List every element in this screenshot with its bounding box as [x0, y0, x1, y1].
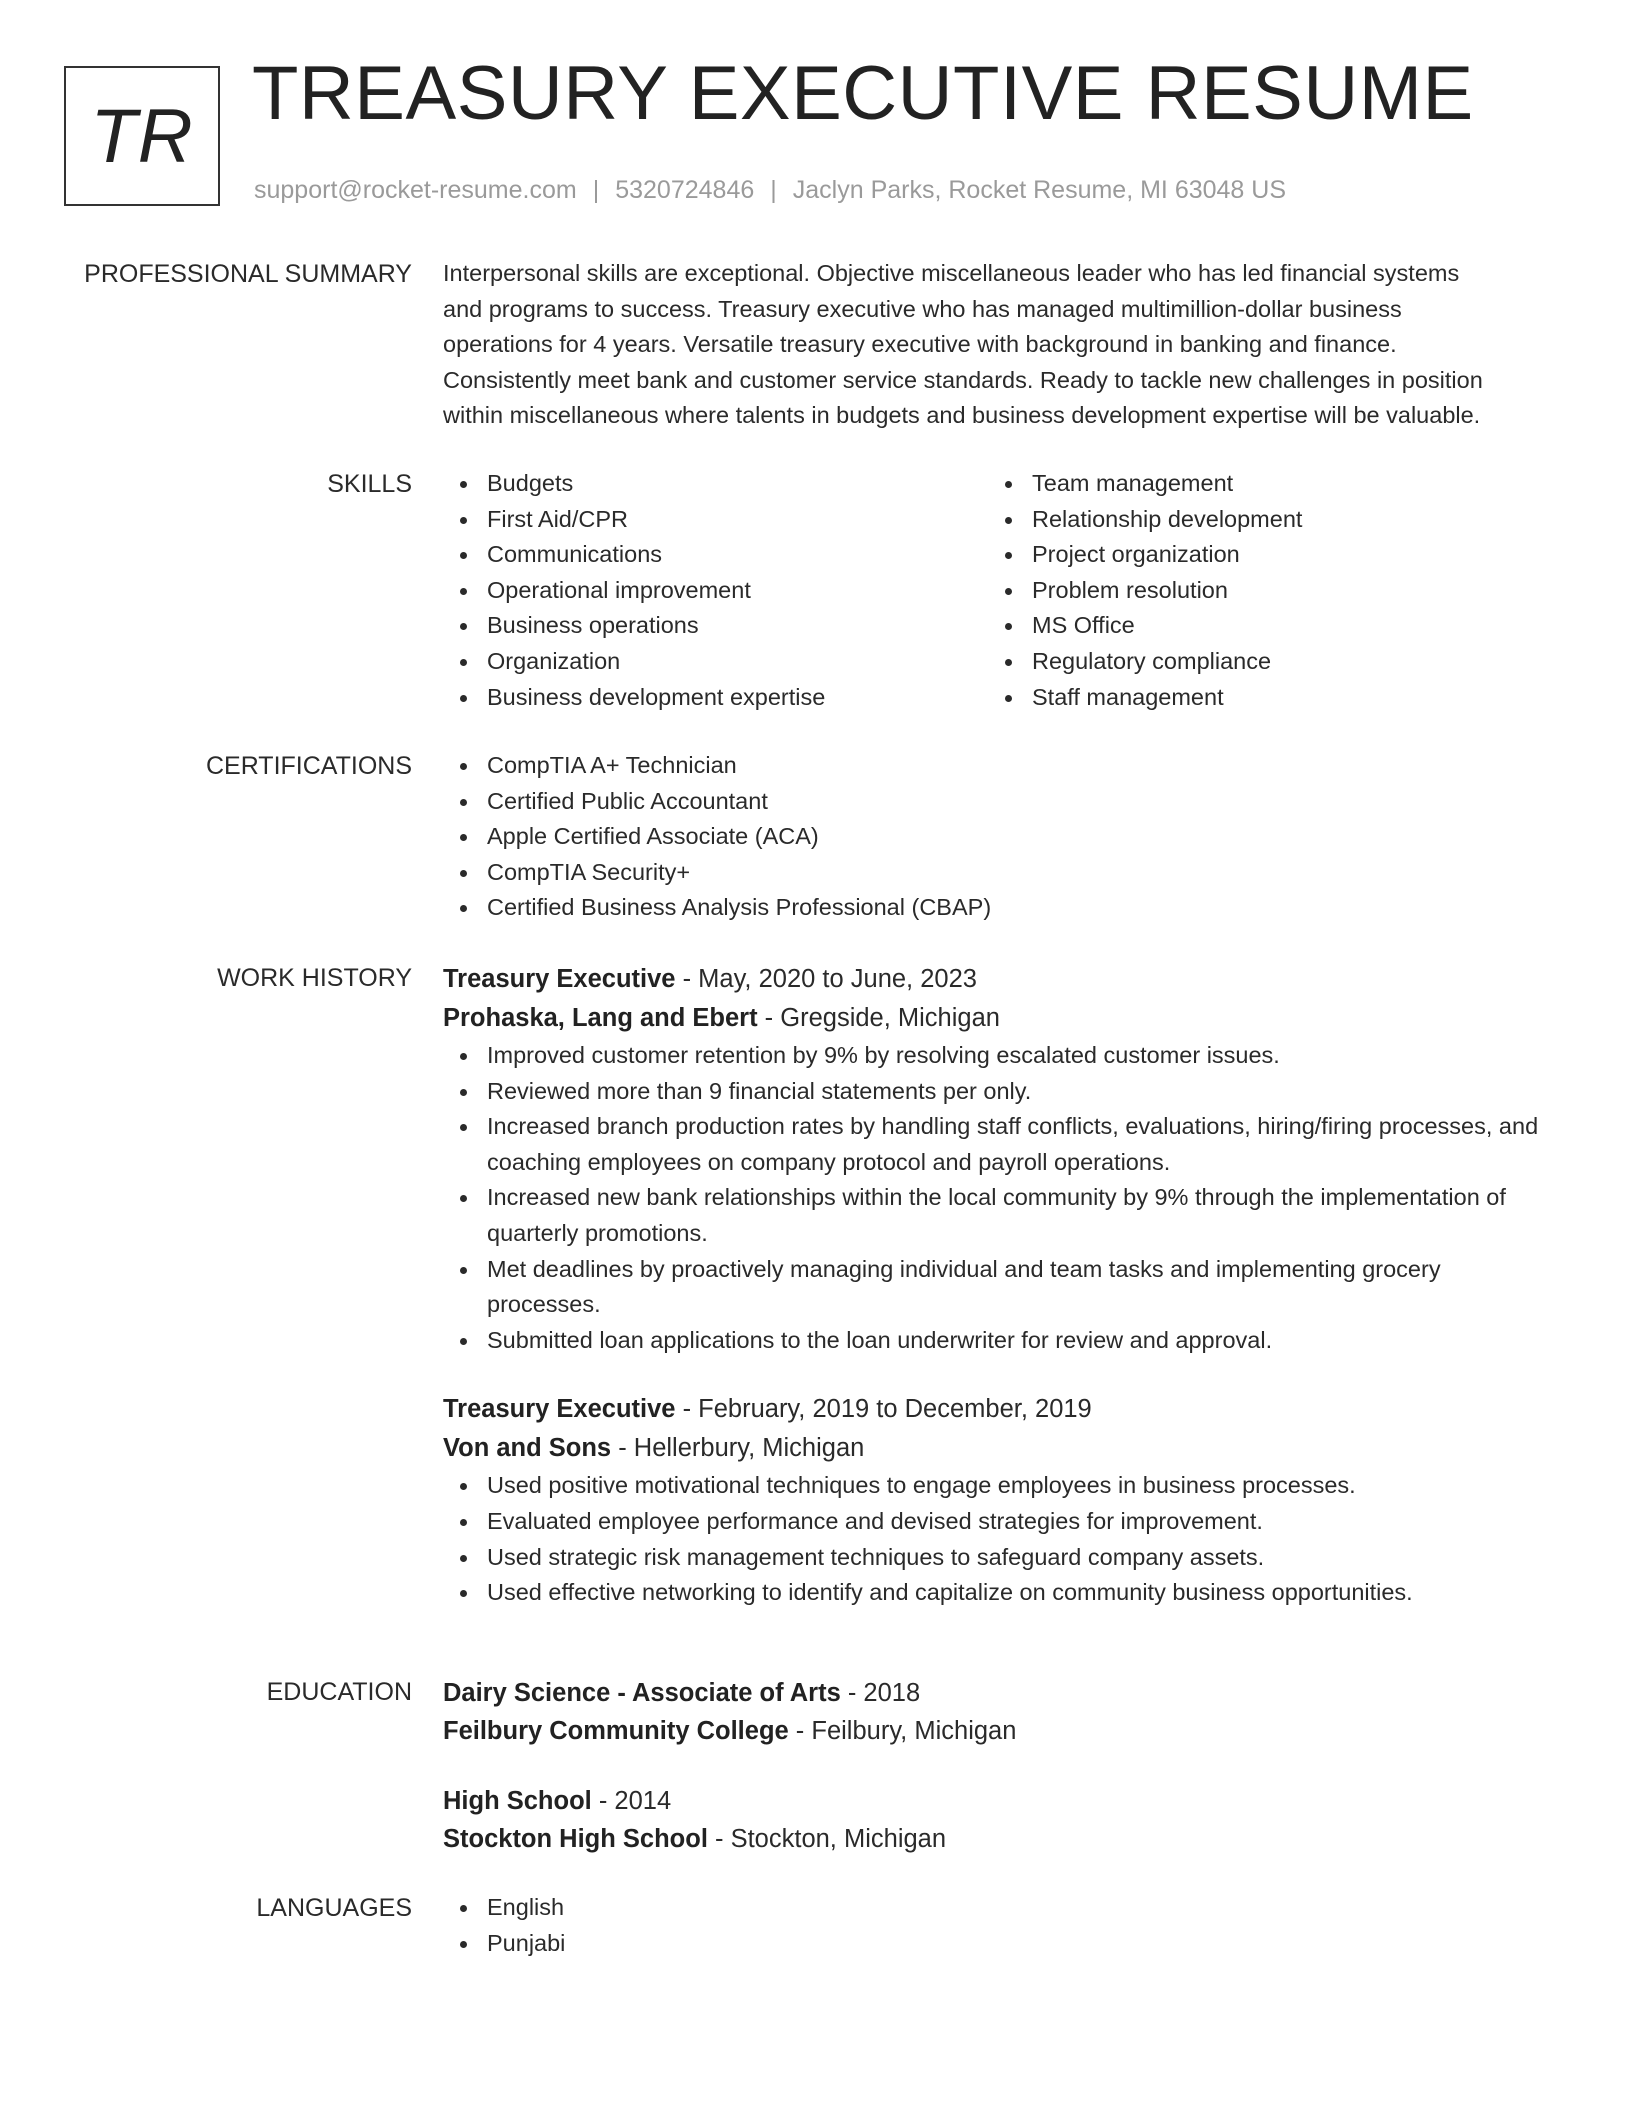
summary-line: Consistently meet bank and customer service standards. Ready to tackle new challenges in position [443, 366, 1483, 393]
job-bullet: Reviewed more than 9 financial statements per only. [443, 1074, 1553, 1110]
job-location: - Hellerbury, Michigan [611, 1434, 865, 1463]
education-location: - Stockton, Michigan [707, 1825, 947, 1853]
job-bullet: Used effective networking to identify and capitalize on community business opportunities. [443, 1575, 1553, 1611]
job-location: - Gregside, Michigan [757, 1004, 1000, 1032]
job-company: Von and Sons [443, 1434, 612, 1463]
contact-line [254, 176, 1286, 205]
summary-line: and programs to success. Treasury executive who has managed multimillion-dollar business [443, 295, 1402, 322]
summary-text [443, 256, 1553, 434]
skill-item: Business development expertise [443, 680, 988, 716]
skill-item: Operational improvement [443, 573, 988, 609]
education-entry [443, 1782, 1553, 1858]
job-bullet: Met deadlines by proactively managing individual and team tasks and implementing grocery processes. [443, 1252, 1553, 1323]
language-item: English [443, 1890, 1553, 1926]
certification-item: CompTIA Security+ [443, 855, 1553, 891]
resume-title: TREASURY EXECUTIVE RESUME [252, 51, 1474, 136]
job-bullet: Increased new bank relationships within the local community by 9% through the implementation of quarterly promotions. [443, 1180, 1553, 1251]
job-title: Treasury Executive [443, 1395, 676, 1424]
skills-columns [443, 466, 1553, 715]
education-body [443, 1674, 1553, 1858]
languages-list [443, 1890, 1553, 1961]
job-bullet: Evaluated employee performance and devised strategies for improvement. [443, 1504, 1553, 1540]
certifications-list [443, 748, 1553, 926]
job-company-line [443, 999, 1553, 1038]
monogram-text: TR [90, 93, 194, 179]
job-bullets [443, 1038, 1553, 1358]
education-degree-line [443, 1674, 1553, 1712]
skill-item: Staff management [988, 680, 1533, 716]
summary-line: operations for 4 years. Versatile treasury executive with background in banking and finance. [443, 331, 1397, 358]
skill-item: First Aid/CPR [443, 502, 988, 538]
certification-item: Certified Business Analysis Professional (CBAP) [443, 890, 1553, 926]
contact-address: Jaclyn Parks, Rocket Resume, MI 63048 US [792, 176, 1287, 204]
contact-email: support@rocket-resume.com [254, 176, 577, 204]
skill-item: Relationship development [988, 502, 1533, 538]
education-degree: Dairy Science - Associate of Arts [443, 1679, 841, 1707]
job-company: Prohaska, Lang and Ebert [443, 1004, 758, 1032]
education-school-line [443, 1820, 1553, 1858]
job-bullet: Submitted loan applications to the loan underwriter for review and approval. [443, 1323, 1553, 1359]
job-bullet: Increased branch production rates by handling staff conflicts, evaluations, hiring/firing processes, and coaching employees on company protocol and payroll operations. [443, 1109, 1553, 1180]
skill-item: Communications [443, 537, 988, 573]
languages-body [443, 1890, 1553, 1961]
education-year: - 2018 [840, 1679, 921, 1707]
job-bullet: Improved customer retention by 9% by resolving escalated customer issues. [443, 1038, 1553, 1074]
language-item: Punjabi [443, 1926, 1553, 1962]
skill-item: Organization [443, 644, 988, 680]
job-dates: - May, 2020 to June, 2023 [675, 965, 977, 993]
skill-item: Problem resolution [988, 573, 1533, 609]
job-bullet: Used positive motivational techniques to engage employees in business processes. [443, 1468, 1553, 1504]
job-title: Treasury Executive [443, 965, 676, 993]
skill-item: Team management [988, 466, 1533, 502]
education-school: Stockton High School [443, 1825, 708, 1853]
job-entry [443, 960, 1553, 1358]
summary-line: Interpersonal skills are exceptional. Objective miscellaneous leader who has led financial systems [443, 260, 1460, 286]
education-degree-line [443, 1782, 1553, 1820]
education-label: EDUCATION [266, 1678, 412, 1706]
skill-item: MS Office [988, 608, 1533, 644]
job-title-line [443, 960, 1553, 999]
certification-item: Certified Public Accountant [443, 784, 1553, 820]
job-dates: - February, 2019 to December, 2019 [675, 1395, 1092, 1424]
skill-item: Budgets [443, 466, 988, 502]
certifications-label: CERTIFICATIONS [205, 752, 412, 780]
education-year: - 2014 [591, 1787, 672, 1815]
job-title-line [443, 1390, 1553, 1429]
job-company-line [443, 1429, 1553, 1468]
education-location: - Feilbury, Michigan [788, 1717, 1017, 1745]
languages-label: LANGUAGES [256, 1894, 412, 1922]
contact-separator: | [770, 176, 777, 204]
education-degree: High School [443, 1787, 592, 1815]
certifications-body [443, 748, 1553, 926]
skill-item: Business operations [443, 608, 988, 644]
work-history-label: WORK HISTORY [217, 964, 412, 992]
contact-separator: | [592, 176, 600, 204]
summary-line: within miscellaneous where talents in budgets and business development expertise will be valuable. [443, 402, 1481, 429]
skills-label: SKILLS [327, 470, 412, 498]
skills-list-right [988, 466, 1533, 715]
education-school-line [443, 1712, 1553, 1750]
certification-item: CompTIA A+ Technician [443, 748, 1553, 784]
contact-phone: 5320724846 [615, 176, 755, 204]
summary-label: PROFESSIONAL SUMMARY [84, 260, 412, 288]
education-entry [443, 1674, 1553, 1750]
monogram-logo [64, 66, 220, 206]
education-school: Feilbury Community College [443, 1717, 789, 1745]
skills-list-left [443, 466, 988, 715]
job-bullet: Used strategic risk management techniques to safeguard company assets. [443, 1540, 1553, 1576]
job-bullets [443, 1468, 1553, 1610]
work-history-body [443, 960, 1553, 1611]
certification-item: Apple Certified Associate (ACA) [443, 819, 1553, 855]
skill-item: Regulatory compliance [988, 644, 1533, 680]
skill-item: Project organization [988, 537, 1533, 573]
job-entry [443, 1390, 1553, 1610]
